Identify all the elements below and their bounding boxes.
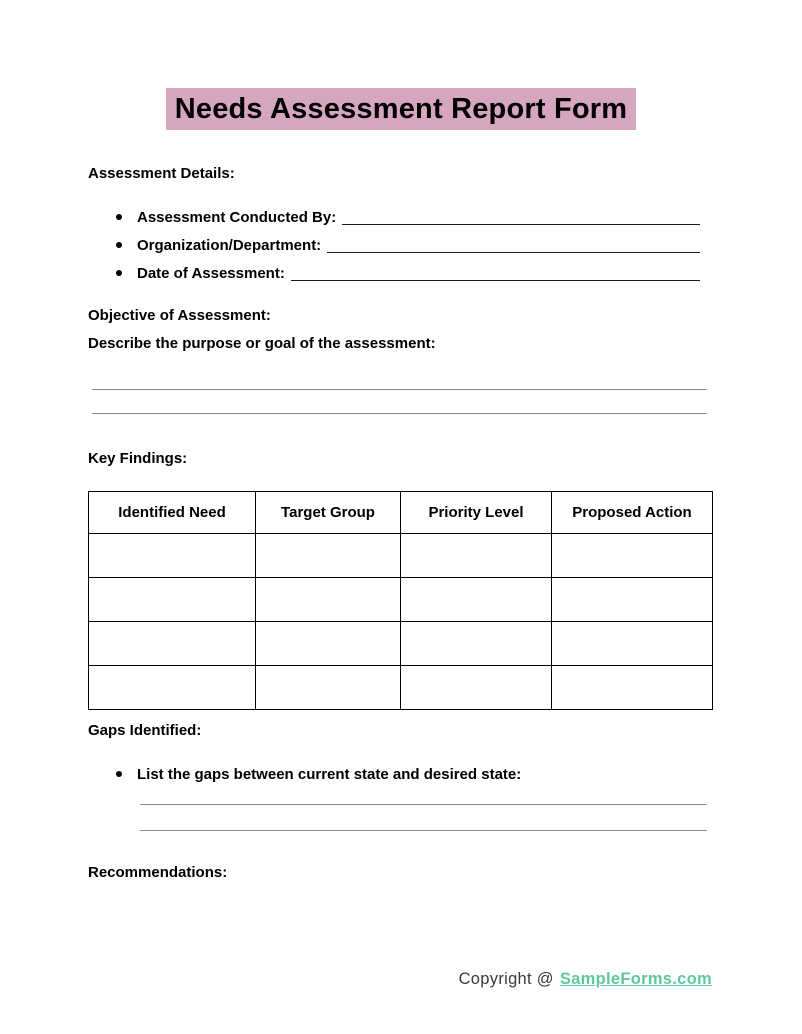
bullet-icon [116, 771, 122, 777]
table-cell[interactable] [401, 666, 552, 710]
objective-writing-line-2[interactable] [92, 413, 707, 414]
objective-writing-line-1[interactable] [92, 389, 707, 390]
copyright-text: Copyright @ [458, 970, 554, 988]
table-header-row [89, 492, 713, 534]
table-cell[interactable] [552, 578, 713, 622]
table-cell[interactable] [552, 534, 713, 578]
bullet-icon [116, 242, 122, 248]
table-cell[interactable] [401, 622, 552, 666]
key-findings-heading: Key Findings: [88, 450, 188, 467]
field-label: Date of Assessment: [137, 264, 285, 282]
gaps-bullet-item [88, 760, 710, 788]
column-header-proposed-action: Proposed Action [552, 492, 713, 534]
table-cell[interactable] [552, 622, 713, 666]
footer [459, 968, 712, 990]
field-organization [88, 231, 710, 259]
gaps-writing-line-2[interactable] [140, 830, 707, 831]
table-row [89, 534, 713, 578]
objective-prompt: Describe the purpose or goal of the assessment: [88, 335, 436, 352]
organization-input-line[interactable] [327, 252, 700, 253]
title-row [0, 88, 802, 130]
field-label: Organization/Department: [137, 236, 322, 254]
page-title: Needs Assessment Report Form [166, 88, 637, 130]
bullet-icon [116, 270, 122, 276]
sampleforms-link[interactable]: SampleForms.com [559, 970, 712, 988]
table-cell[interactable] [552, 666, 713, 710]
table-cell[interactable] [401, 534, 552, 578]
table-row [89, 666, 713, 710]
conducted-by-input-line[interactable] [342, 224, 700, 225]
assessment-details-fields [88, 203, 710, 287]
table-cell[interactable] [256, 622, 401, 666]
column-header-target-group: Target Group [256, 492, 401, 534]
assessment-details-heading: Assessment Details: [88, 165, 235, 182]
table-row [89, 578, 713, 622]
key-findings-table [88, 491, 713, 710]
table-cell[interactable] [256, 666, 401, 710]
table-cell[interactable] [401, 578, 552, 622]
table-cell[interactable] [256, 534, 401, 578]
table-cell[interactable] [89, 578, 256, 622]
gaps-bullet-label: List the gaps between current state and desired state: [137, 765, 522, 783]
table-cell[interactable] [89, 534, 256, 578]
gaps-writing-line-1[interactable] [140, 804, 707, 805]
table-row [89, 622, 713, 666]
bullet-icon [116, 214, 122, 220]
objective-heading: Objective of Assessment: [88, 307, 271, 324]
table-cell[interactable] [89, 622, 256, 666]
gaps-heading: Gaps Identified: [88, 722, 202, 739]
field-label: Assessment Conducted By: [137, 208, 337, 226]
column-header-identified-need: Identified Need [89, 492, 256, 534]
field-conducted-by [88, 203, 710, 231]
date-input-line[interactable] [291, 280, 700, 281]
table-cell[interactable] [89, 666, 256, 710]
field-date [88, 259, 710, 287]
table-cell[interactable] [256, 578, 401, 622]
recommendations-heading: Recommendations: [88, 864, 228, 881]
column-header-priority-level: Priority Level [401, 492, 552, 534]
